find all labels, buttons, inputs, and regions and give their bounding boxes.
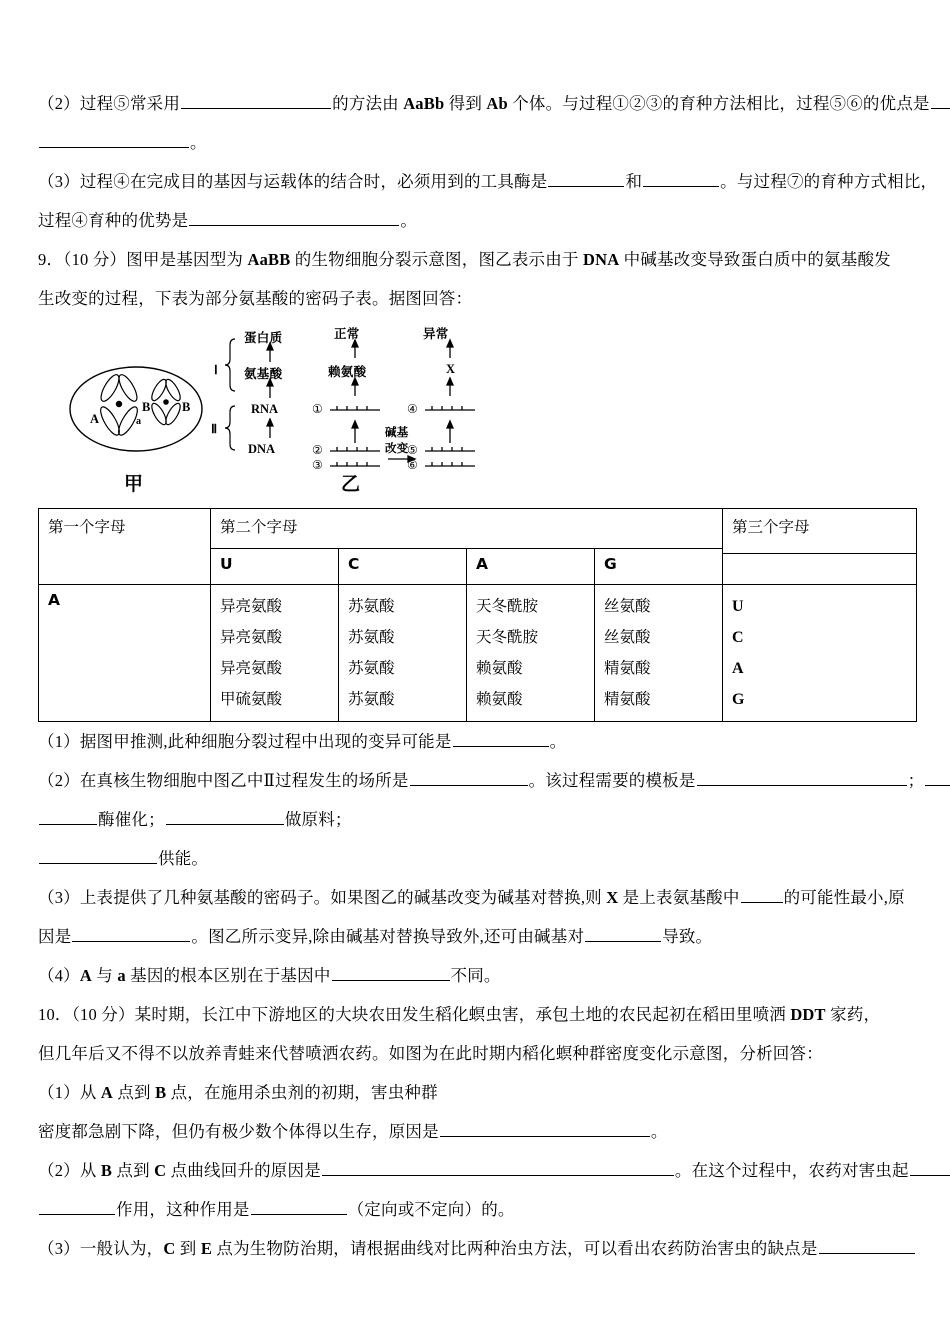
- answer-blank[interactable]: [72, 926, 190, 942]
- inline-text: 。: [190, 133, 207, 152]
- inline-term: Ab: [486, 94, 508, 113]
- codon-cell-U-A: 异亮氨酸: [220, 659, 283, 677]
- answer-blank[interactable]: [39, 809, 97, 825]
- inline-text: ；: [907, 771, 925, 790]
- inline-text: （2）在真核生物细胞中图乙中Ⅱ过程发生的场所是: [38, 771, 409, 790]
- inline-text: （1）从: [38, 1083, 101, 1102]
- inline-text: 点曲线回升的原因是: [166, 1161, 321, 1180]
- third-letter-A: A: [732, 660, 744, 677]
- pathway-arrows: [267, 343, 273, 438]
- strand-number-5: ⑤: [407, 443, 418, 457]
- codon-col-third: [723, 585, 917, 722]
- answer-blank[interactable]: [166, 809, 284, 825]
- question-9-q9-4: [38, 956, 916, 995]
- base-change-label-line2: 改变: [385, 441, 409, 455]
- inline-term: B: [155, 1083, 167, 1102]
- inline-text: 个体。与过程①②③的育种方法相比，过程⑤⑥的优点是: [507, 94, 930, 113]
- answer-blank[interactable]: [322, 1160, 674, 1176]
- prev-question-line-p2b: [38, 123, 916, 162]
- second-letter-A: A: [467, 549, 595, 585]
- codon-cell-A-G: 赖氨酸: [476, 690, 523, 708]
- prev-question-line-p3b: [38, 201, 916, 240]
- inline-text: （3）一般认为，: [38, 1239, 164, 1258]
- bracket-II: [225, 406, 235, 450]
- inline-text: 。在这个过程中，农药对害虫起: [674, 1161, 909, 1180]
- abnormal-column-arrows: [446, 340, 456, 443]
- inline-text: 10．（10 分）某时期，长江中下游地区的大块农田发生稻化螟虫害，承包土地的农民起初在稻田里喷洒: [38, 1005, 791, 1024]
- bracket-label-II: Ⅱ: [211, 422, 218, 436]
- answer-blank[interactable]: [585, 926, 661, 942]
- question-10-q10-1a: [38, 1073, 916, 1112]
- chromosome-label-A: A: [90, 412, 100, 426]
- second-letter-C: C: [339, 549, 467, 585]
- pathway-amino-acid-label: 氨基酸: [244, 366, 283, 381]
- inline-text: 中碱基改变导致蛋白质中的氨基酸发: [619, 250, 891, 269]
- inline-text: 但几年后又不得不以放养青蛙来代替喷洒农药。如图为在此时期内稻化螟种群密度变化示意图，分析回答：: [38, 1044, 823, 1063]
- inline-text: 。与过程⑦的育种方式相比，: [720, 172, 938, 191]
- question-9-stem-line-2: [38, 279, 916, 318]
- strand-number-1: ①: [312, 402, 323, 416]
- inline-term: X: [606, 888, 619, 907]
- header-third-letter-spacer: [723, 554, 916, 584]
- inline-text: 点到: [112, 1161, 155, 1180]
- question-10-q10-3: [38, 1229, 916, 1268]
- inline-text: 。: [549, 732, 567, 751]
- inline-text: 点为生物防治期，请根据曲线对比两种治虫方法，可以看出农药防治害虫的缺点是: [212, 1239, 818, 1258]
- answer-blank[interactable]: [697, 770, 907, 786]
- second-letter-G: G: [595, 549, 723, 585]
- inline-text: （2）从: [38, 1161, 101, 1180]
- codon-cell-G-A: 精氨酸: [604, 659, 651, 677]
- inline-text: 9．（10 分）图甲是基因型为: [38, 250, 248, 269]
- codon-cell-C-A: 苏氨酸: [348, 659, 395, 677]
- inline-text: 过程④育种的优势是: [38, 211, 189, 230]
- header-third-letter-text: 第三个字母: [723, 509, 916, 554]
- chromosome-pair-B: [149, 377, 183, 426]
- chromosome-label-B2: B: [182, 400, 191, 414]
- bracket-label-I: Ⅰ: [214, 363, 218, 377]
- question-9-q9-1: [38, 722, 916, 761]
- answer-blank[interactable]: [440, 1121, 650, 1137]
- codon-cell-U-U: 异亮氨酸: [220, 597, 283, 615]
- inline-text: （1）据图甲推测,此种细胞分裂过程中出现的变异可能是: [38, 732, 452, 751]
- third-letter-G: G: [732, 691, 745, 708]
- header-first-letter: 第一个字母: [39, 509, 211, 585]
- inline-text: 到: [175, 1239, 201, 1258]
- strand-number-2: ②: [312, 443, 323, 457]
- question-9-stem-line-1: [38, 240, 916, 279]
- inline-text: 与: [91, 966, 118, 985]
- codon-col-G: [595, 585, 723, 722]
- page-content: [38, 84, 938, 1268]
- codon-table: [38, 508, 917, 722]
- codon-cell-C-C: 苏氨酸: [348, 628, 395, 646]
- first-letter-A: A: [39, 585, 211, 722]
- inline-text: （2）过程⑤常采用: [38, 94, 181, 113]
- abnormal-title: 异常: [423, 326, 449, 341]
- question-9-subquestions: [38, 722, 925, 995]
- inline-term: DDT: [790, 1005, 826, 1024]
- codon-cell-C-G: 苏氨酸: [348, 690, 395, 708]
- prev-question-line-p2: [38, 84, 930, 123]
- inline-text: 基因的根本区别在于基因中: [125, 966, 331, 985]
- question-10-q10-2b: [38, 1190, 916, 1229]
- inline-text: 的可能性最小,原: [783, 888, 905, 907]
- codon-col-U: [211, 585, 339, 722]
- inline-term: a: [117, 966, 126, 985]
- pathway-protein-label: 蛋白质: [244, 330, 283, 345]
- table-row-data: [39, 585, 917, 722]
- codon-cell-U-G: 甲硫氨酸: [220, 690, 283, 708]
- inline-text: （3）过程④在完成目的基因与运载体的结合时，必须用到的工具酶是: [38, 172, 548, 191]
- answer-blank[interactable]: [548, 171, 624, 187]
- chromosome-label-a: a: [136, 416, 141, 427]
- inline-text: 家药，: [825, 1005, 881, 1024]
- codon-cell-A-C: 天冬酰胺: [476, 628, 539, 646]
- inline-text: 和: [625, 172, 643, 191]
- inline-text: 得到: [444, 94, 487, 113]
- question-10-q10-2a: [38, 1151, 916, 1190]
- inline-text: （定向或不定向）的。: [347, 1200, 515, 1219]
- codon-cell-G-G: 精氨酸: [604, 690, 651, 708]
- question-10-q10-stem2: [38, 1034, 916, 1073]
- answer-blank[interactable]: [332, 965, 450, 981]
- question-9-block: [38, 240, 916, 318]
- inline-text: 导致。: [662, 927, 713, 946]
- answer-blank[interactable]: [453, 731, 549, 747]
- inline-text: 做原料；: [284, 810, 352, 829]
- inline-text: 。该过程需要的模板是: [528, 771, 696, 790]
- answer-blank[interactable]: [189, 210, 399, 226]
- inline-text: 作用，这种作用是: [116, 1200, 250, 1219]
- answer-blank[interactable]: [819, 1238, 915, 1254]
- inline-text: 点，在施用杀虫剂的初期，害虫种群: [166, 1083, 438, 1102]
- inline-text: 酶催化；: [98, 810, 165, 829]
- inline-text: 的方法由: [332, 94, 404, 113]
- inline-term: B: [100, 1161, 113, 1180]
- abnormal-amino-acid-label: X: [446, 362, 456, 376]
- question-9-q9-3a: [38, 878, 916, 917]
- question-9-q9-2b: [38, 800, 916, 839]
- inline-text: 生改变的过程，下表为部分氨基酸的密码子表。据图回答：: [38, 289, 473, 308]
- codon-col-C: [339, 585, 467, 722]
- question-9-q9-2c: [38, 839, 916, 878]
- prev-question-block: [38, 84, 938, 240]
- third-letter-U: U: [732, 598, 744, 615]
- inline-term: AaBb: [403, 94, 445, 113]
- base-change-label-line1: 碱基: [385, 425, 409, 439]
- inline-term: DNA: [583, 250, 620, 269]
- inline-text: （4）: [38, 966, 80, 985]
- answer-blank[interactable]: [910, 1160, 950, 1176]
- question-10-block: [38, 995, 916, 1268]
- inline-text: 。: [650, 1122, 668, 1141]
- question-10-q10-stem1: [38, 995, 916, 1034]
- inline-term: C: [154, 1161, 167, 1180]
- answer-blank[interactable]: [39, 1199, 115, 1215]
- codon-cell-A-U: 天冬酰胺: [476, 597, 539, 615]
- question-9-figure: [38, 326, 916, 504]
- question-10-q10-1b: [38, 1112, 916, 1151]
- inline-text: （3）上表提供了几种氨基酸的密码子。如果图乙的碱基改变为碱基对替换,则: [38, 888, 607, 907]
- inline-text: 的生物细胞分裂示意图，图乙表示由于: [290, 250, 583, 269]
- codon-col-A: [467, 585, 595, 722]
- answer-blank[interactable]: [741, 887, 783, 903]
- inline-text: 密度都急剧下降，但仍有极少数个体得以生存，原因是: [38, 1122, 439, 1141]
- chromosome-label-B1: B: [142, 400, 151, 414]
- figure-caption-jia: 甲: [124, 473, 144, 495]
- answer-blank[interactable]: [39, 132, 189, 148]
- strand-number-4: ④: [407, 402, 418, 416]
- question-9-q9-3b: [38, 917, 916, 956]
- header-second-letter: 第二个字母: [211, 509, 723, 549]
- inline-term: C: [163, 1239, 176, 1258]
- inline-text: 是上表氨基酸中: [618, 888, 740, 907]
- codon-cell-U-C: 异亮氨酸: [220, 628, 283, 646]
- prev-question-line-p3: [38, 162, 938, 201]
- inline-term: A: [100, 1083, 113, 1102]
- normal-title: 正常: [334, 326, 360, 341]
- normal-amino-acid-label: 赖氨酸: [328, 364, 367, 379]
- answer-blank[interactable]: [39, 848, 157, 864]
- question-9-q9-2a: [38, 761, 925, 800]
- chromosome-pair-A: [97, 372, 141, 437]
- normal-column-arrows: [352, 340, 358, 443]
- pathway-rna-label: RNA: [251, 402, 279, 416]
- strand-number-3: ③: [312, 458, 323, 472]
- codon-cell-A-A: 赖氨酸: [476, 659, 523, 677]
- answer-blank[interactable]: [925, 770, 950, 786]
- header-third-letter: [723, 509, 917, 585]
- inline-text: 。图乙所示变异,除由碱基对替换导致外,还可由碱基对: [191, 927, 585, 946]
- answer-blank[interactable]: [643, 171, 719, 187]
- answer-blank[interactable]: [251, 1199, 347, 1215]
- strand-number-6: ⑥: [407, 458, 418, 472]
- pathway-dna-label: DNA: [248, 442, 276, 456]
- codon-cell-G-U: 丝氨酸: [604, 597, 651, 615]
- figure-caption-yi: 乙: [341, 473, 361, 495]
- answer-blank[interactable]: [181, 93, 331, 109]
- codon-cell-C-U: 苏氨酸: [348, 597, 395, 615]
- inline-text: 不同。: [450, 966, 501, 985]
- inline-term: AaBB: [247, 250, 291, 269]
- inline-text: 。: [400, 211, 418, 230]
- bracket-I: [225, 339, 235, 391]
- inline-text: 点到: [113, 1083, 156, 1102]
- inline-text: 供能。: [158, 849, 209, 868]
- table-row-header-1: [39, 509, 917, 549]
- codon-cell-G-C: 丝氨酸: [604, 628, 651, 646]
- third-letter-C: C: [732, 629, 744, 646]
- answer-blank[interactable]: [410, 770, 528, 786]
- inline-term: A: [79, 966, 92, 985]
- inline-text: 因是: [38, 927, 72, 946]
- second-letter-U: U: [211, 549, 339, 585]
- inline-term: E: [200, 1239, 213, 1258]
- answer-blank[interactable]: [931, 93, 950, 109]
